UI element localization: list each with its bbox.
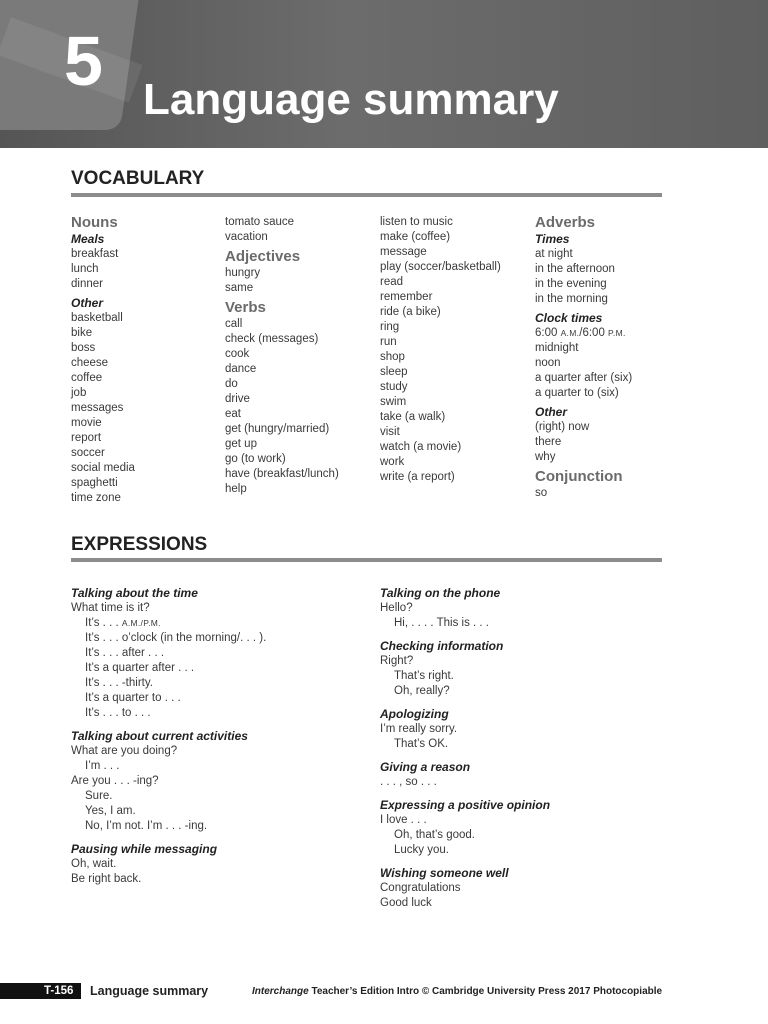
verbs-continued-list: [380, 215, 501, 485]
expr-line: I’m . . .: [85, 760, 120, 772]
page-title: Language summary: [143, 75, 559, 124]
vocab-word: play (soccer/basketball): [380, 261, 501, 273]
vocab-word: boss: [71, 342, 96, 354]
conjunction-heading: Conjunction: [535, 468, 623, 485]
vocab-word: so: [535, 487, 548, 499]
vocab-word: tomato sauce: [225, 216, 295, 228]
nouns-other-list: [71, 311, 135, 506]
vocab-word: watch (a movie): [380, 441, 462, 453]
vocab-word: get (hungry/married): [225, 423, 330, 435]
vocab-word: make (coffee): [380, 231, 451, 243]
unit-banner: [0, 0, 768, 148]
vocab-word: at night: [535, 248, 573, 260]
vocab-word: lunch: [71, 263, 99, 275]
verbs-list: [225, 317, 339, 497]
expr-heading-phone: Talking on the phone: [380, 586, 501, 600]
times-heading: Times: [535, 232, 570, 246]
expr-activities-lines: [71, 744, 266, 834]
expr-line: . . . , so . . .: [380, 776, 437, 788]
nouns-other-heading: Other: [71, 296, 104, 310]
vocab-word: midnight: [535, 342, 579, 354]
adjectives-heading: Adjectives: [225, 248, 301, 265]
expr-line: It’s . . . to . . .: [85, 707, 151, 719]
vocab-word: shop: [380, 351, 405, 363]
vocab-word: basketball: [71, 312, 123, 324]
footer-title: Language summary: [90, 984, 209, 998]
vocab-word: in the morning: [535, 293, 608, 305]
vocab-word: job: [71, 387, 87, 399]
unit-number: 5: [64, 22, 103, 100]
vocab-word: noon: [535, 357, 561, 369]
vocab-word: write (a report): [380, 471, 455, 483]
vocab-word: bike: [71, 327, 93, 339]
vocab-word: vacation: [225, 231, 268, 243]
vocabulary-rule: [71, 193, 662, 197]
expr-line: I’m really sorry.: [380, 723, 458, 735]
adverbs-other-heading: Other: [535, 405, 568, 419]
expr-heading-wishing: Wishing someone well: [380, 866, 509, 880]
vocab-word: ride (a bike): [380, 306, 441, 318]
expr-group-time: [71, 585, 266, 721]
expressions-column-left: [71, 585, 266, 894]
expr-group-opinion: [380, 797, 550, 858]
vocab-word: time zone: [71, 492, 121, 504]
expressions-rule: [71, 558, 662, 562]
vocab-word: ring: [380, 321, 400, 333]
vocab-word: a quarter after (six): [535, 372, 633, 384]
expr-heading-time: Talking about the time: [71, 586, 198, 600]
vocab-word: check (messages): [225, 333, 319, 345]
verbs-heading: Verbs: [225, 299, 266, 316]
vocab-word: in the evening: [535, 278, 607, 290]
vocab-word: there: [535, 436, 562, 448]
expr-reason-lines: [380, 775, 550, 790]
vocab-word: social media: [71, 462, 135, 474]
vocab-word: cook: [225, 348, 250, 360]
expr-line: Are you . . . -ing?: [71, 775, 159, 787]
adverbs-other-list: [535, 420, 632, 465]
times-list: [535, 247, 632, 307]
adjectives-list: [225, 266, 339, 296]
vocab-word: a quarter to (six): [535, 387, 619, 399]
expr-line: Right?: [380, 655, 414, 667]
expr-opinion-lines: [380, 813, 550, 858]
expr-line: Hi, . . . . This is . . .: [394, 617, 489, 629]
vocabulary-heading: VOCABULARY: [71, 168, 205, 189]
vocab-word: listen to music: [380, 216, 453, 228]
expr-heading-checking: Checking information: [380, 639, 504, 653]
vocab-word: hungry: [225, 267, 261, 279]
expr-line: It’s a quarter after . . .: [85, 662, 195, 674]
vocab-word: dinner: [71, 278, 103, 290]
expr-line: That’s OK.: [394, 738, 449, 750]
nouns-continued-list: [225, 215, 339, 245]
vocab-column-2: [225, 215, 339, 497]
expr-time-lines: [71, 631, 266, 721]
expr-heading-activities: Talking about current activities: [71, 729, 248, 743]
expr-line: It’s . . . o’clock (in the morning/. . . ).: [85, 632, 267, 644]
vocab-word: messages: [71, 402, 124, 414]
vocab-column-4: [535, 214, 632, 501]
vocab-word: get up: [225, 438, 257, 450]
vocab-word: in the afternoon: [535, 263, 615, 275]
expr-line: It’s a quarter to . . .: [85, 692, 181, 704]
expr-group-activities: [71, 728, 266, 834]
expr-heading-opinion: Expressing a positive opinion: [380, 798, 551, 812]
page-footer: [0, 982, 768, 1002]
clock-times-list: [535, 341, 632, 401]
clock-times-heading: Clock times: [535, 311, 603, 325]
expr-line: Sure.: [85, 790, 113, 802]
vocab-word: take (a walk): [380, 411, 446, 423]
vocab-word: dance: [225, 363, 257, 375]
vocab-word: why: [535, 451, 556, 463]
vocab-word: have (breakfast/lunch): [225, 468, 339, 480]
vocab-column-3: [380, 215, 501, 485]
vocab-word: remember: [380, 291, 433, 303]
expr-group-messaging: [71, 841, 266, 887]
vocab-word: work: [380, 456, 405, 468]
expr-heading-reason: Giving a reason: [380, 760, 471, 774]
expr-line: Oh, really?: [394, 685, 450, 697]
expr-heading-apologizing: Apologizing: [380, 707, 449, 721]
expr-line: Hello?: [380, 602, 413, 614]
vocab-word: report: [71, 432, 102, 444]
expr-line: What time is it?: [71, 602, 150, 614]
vocab-column-1: [71, 214, 135, 506]
expr-line: Congratulations: [380, 882, 461, 894]
nouns-heading: Nouns: [71, 214, 118, 231]
meals-list: [71, 247, 135, 292]
expr-line-am-pm: It’s . . . A.M./P.M.: [85, 617, 161, 629]
expr-group-reason: [380, 759, 550, 790]
expr-line: I love . . .: [380, 814, 427, 826]
vocab-word: call: [225, 318, 243, 330]
footer-credit: Interchange Teacher’s Edition Intro © Cambridge University Press 2017 Photocopiable: [252, 986, 663, 997]
expr-line: That’s right.: [394, 670, 454, 682]
expr-line: Oh, that’s good.: [394, 829, 475, 841]
expr-checking-lines: [380, 654, 550, 699]
vocab-word: drive: [225, 393, 250, 405]
vocab-word: go (to work): [225, 453, 286, 465]
vocab-word: (right) now: [535, 421, 590, 433]
expr-line: Oh, wait.: [71, 858, 117, 870]
vocab-word: movie: [71, 417, 102, 429]
vocab-word: same: [225, 282, 254, 294]
vocab-word: sleep: [380, 366, 408, 378]
expr-line: Yes, I am.: [85, 805, 136, 817]
expr-group-checking: [380, 638, 550, 699]
expr-line: Good luck: [380, 897, 432, 909]
expr-line: What are you doing?: [71, 745, 178, 757]
expr-group-phone: [380, 585, 550, 631]
expr-heading-messaging: Pausing while messaging: [71, 842, 218, 856]
expr-line: Be right back.: [71, 873, 142, 885]
vocab-word: spaghetti: [71, 477, 118, 489]
conjunction-list: [535, 486, 632, 501]
expr-line: No, I’m not. I’m . . . -ing.: [85, 820, 208, 832]
vocab-word: help: [225, 483, 247, 495]
expr-group-apologizing: [380, 706, 550, 752]
vocab-word: visit: [380, 426, 400, 438]
expr-line: It’s . . . after . . .: [85, 647, 165, 659]
meals-heading: Meals: [71, 232, 105, 246]
expr-apologizing-lines: [380, 722, 550, 752]
vocab-word: breakfast: [71, 248, 119, 260]
vocab-word: study: [380, 381, 408, 393]
vocab-word: do: [225, 378, 238, 390]
expr-line: It’s . . . -thirty.: [85, 677, 153, 689]
vocab-word: swim: [380, 396, 407, 408]
page-number: T-156: [44, 985, 74, 997]
vocab-word: soccer: [71, 447, 105, 459]
expressions-column-right: [380, 585, 550, 918]
clock-time-am-pm: 6:00 A.M./6:00 P.M.: [535, 327, 626, 339]
vocab-word: run: [380, 336, 397, 348]
adverbs-heading: Adverbs: [535, 214, 596, 231]
vocab-word: coffee: [71, 372, 103, 384]
vocab-word: read: [380, 276, 404, 288]
expr-wishing-lines: [380, 881, 550, 911]
vocab-word: eat: [225, 408, 241, 420]
vocab-word: cheese: [71, 357, 109, 369]
vocab-word: message: [380, 246, 427, 258]
expressions-heading: EXPRESSIONS: [71, 534, 208, 555]
expr-group-wishing: [380, 865, 550, 911]
expr-line: Lucky you.: [394, 844, 449, 856]
expr-messaging-lines: [71, 857, 266, 887]
expr-phone-lines: [380, 601, 550, 631]
